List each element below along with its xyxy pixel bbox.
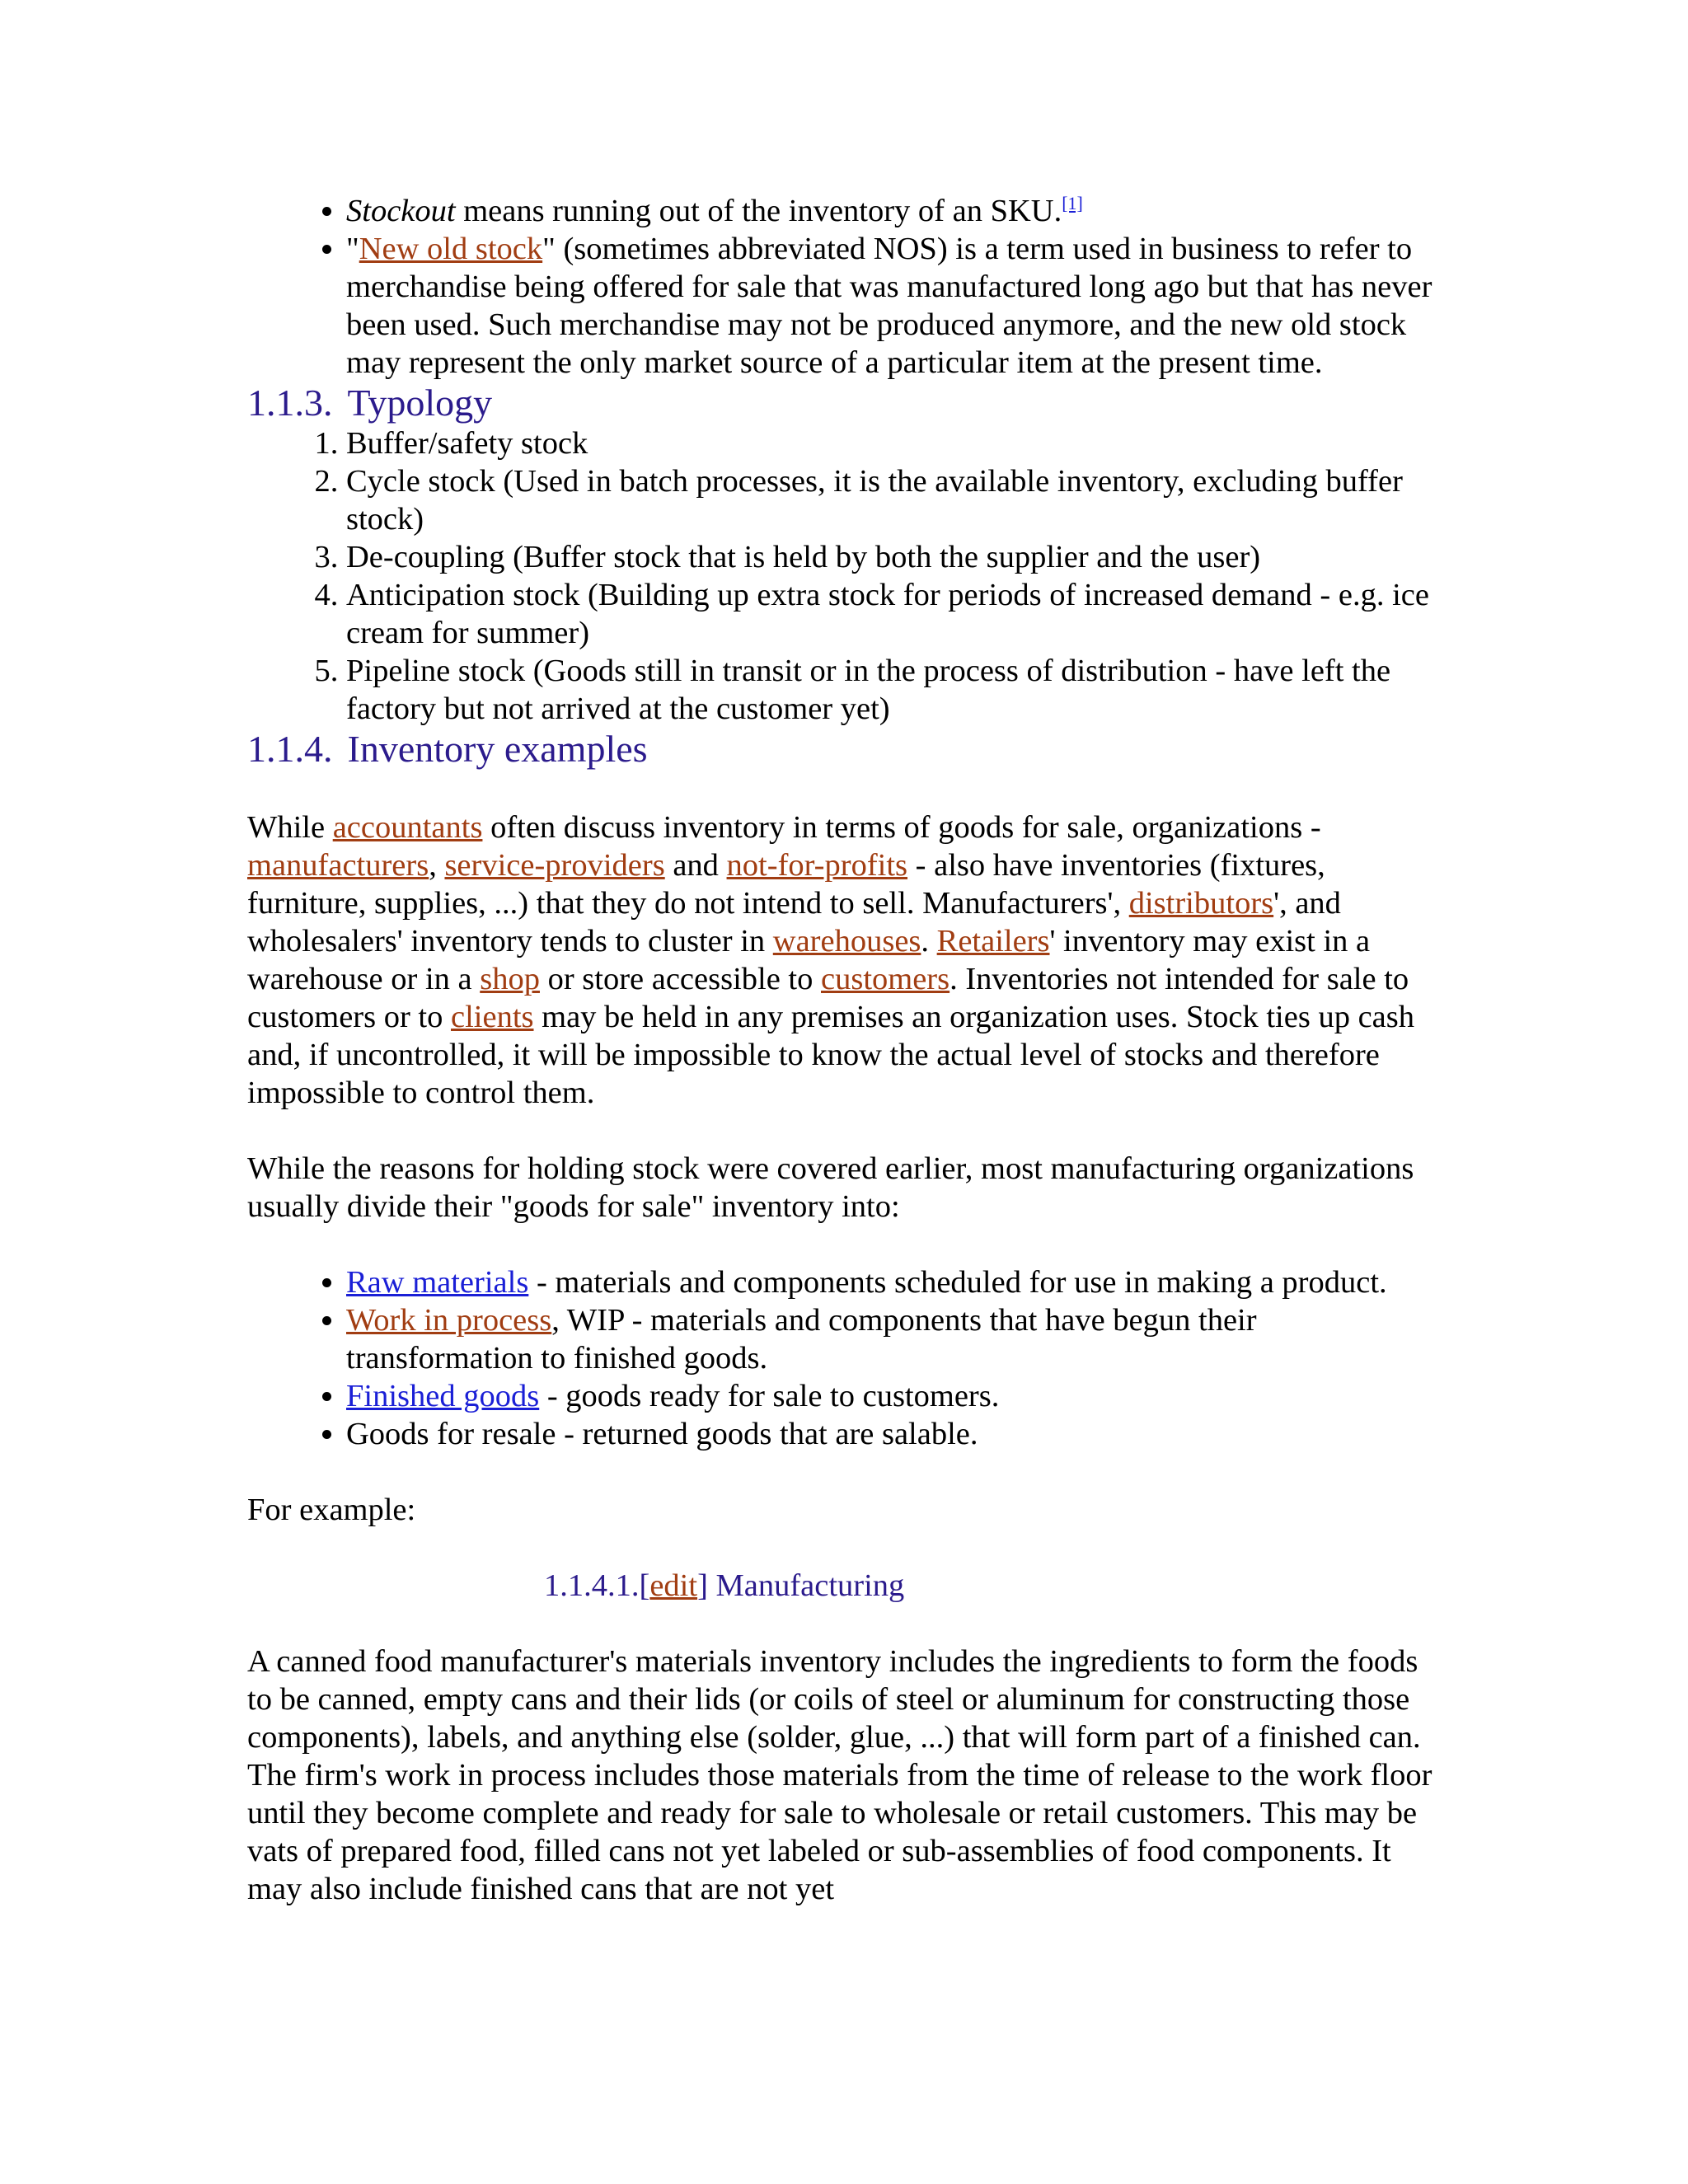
shop-link[interactable]: shop xyxy=(480,962,540,996)
text-run: and xyxy=(664,848,727,883)
list-item: 5. Pipeline stock (Goods still in transit or in the process of distribution - have left the factory but not arrived at the customer yet) xyxy=(346,652,1442,728)
list-item: 3. De-coupling (Buffer stock that is held by both the supplier and the user) xyxy=(346,538,1442,576)
work-in-process-text: , WIP - materials and components that have begun their transformation to finished goods. xyxy=(346,1303,1257,1376)
accountants-link[interactable]: accountants xyxy=(332,810,483,845)
finished-goods-link[interactable]: Finished goods xyxy=(346,1379,540,1413)
list-item-stockout xyxy=(346,192,1442,230)
distributors-link[interactable]: distributors xyxy=(1128,886,1274,921)
work-in-process-link[interactable]: Work in process xyxy=(346,1303,552,1338)
intro-list xyxy=(247,192,1442,382)
finished-goods-text: - goods ready for sale to customers. xyxy=(539,1379,1000,1413)
paragraph-reasons: While the reasons for holding stock were covered earlier, most manufacturing organizations usually divide their "goods for sale" inventory into: xyxy=(247,1151,1414,1224)
list-item-finished-goods xyxy=(346,1377,1442,1415)
text-run: ', and wholesalers' inventory tends to cluster in xyxy=(247,886,1341,958)
retailers-link[interactable]: Retailers xyxy=(936,924,1050,958)
raw-materials-link[interactable]: Raw materials xyxy=(346,1265,529,1300)
term-stockout: Stockout xyxy=(346,194,456,228)
list-item: 1. Buffer/safety stock xyxy=(346,424,1442,462)
spacer xyxy=(247,771,1442,808)
clients-link[interactable]: clients xyxy=(451,1000,534,1034)
not-for-profits-link[interactable]: not-for-profits xyxy=(726,848,908,883)
list-item: 2. Cycle stock (Used in batch processes, it is the available inventory, excluding buffer stock) xyxy=(346,462,1442,538)
list-item-new-old-stock xyxy=(346,230,1442,382)
text-run: . xyxy=(921,924,937,958)
paragraph-for-example: For example: xyxy=(247,1493,416,1527)
typology-number: 1.1.3. xyxy=(247,382,333,424)
list-item-work-in-process xyxy=(346,1301,1442,1377)
reference-link[interactable]: [1] xyxy=(1062,193,1083,214)
warehouses-link[interactable]: warehouses xyxy=(772,924,921,958)
manufacturing-number: 1.1.4.1. xyxy=(544,1568,640,1603)
document-content xyxy=(247,192,1442,1908)
spacer xyxy=(247,1112,1442,1150)
goods-list xyxy=(247,1263,1442,1453)
open-quote: " xyxy=(346,232,359,266)
text-run: - also have inventories (fixtures, furniture, supplies, ...) that they do not intend to sell. Manufacturers', xyxy=(247,848,1325,921)
typology-list xyxy=(247,424,1442,728)
text-run: , xyxy=(429,848,445,883)
list-item-raw-materials xyxy=(346,1263,1442,1301)
spacer xyxy=(247,1529,1442,1567)
raw-materials-text: - materials and components scheduled for use in making a product. xyxy=(528,1265,1387,1300)
open-bracket: [ xyxy=(639,1568,650,1603)
list-item: 4. Anticipation stock (Building up extra stock for periods of increased demand - e.g. ice cream for summer) xyxy=(346,576,1442,652)
new-old-stock-text: " (sometimes abbreviated NOS) is a term used in business to refer to merchandise being offered for sale that was manufactured long ago but that has never been used. Such merchandise may not be produced anymore, and the new old stock may represent the only market source of a particular item at the present time. xyxy=(346,232,1432,380)
spacer xyxy=(247,1226,1442,1263)
text-run: ' inventory may exist in a warehouse or in a xyxy=(247,924,1371,996)
examples-number: 1.1.4. xyxy=(247,728,333,770)
customers-link[interactable]: customers xyxy=(821,962,950,996)
stockout-text: means running out of the inventory of an SKU. xyxy=(455,194,1062,228)
paragraph-accountants xyxy=(247,808,1442,1112)
text-run: While xyxy=(247,810,333,845)
service-providers-link[interactable]: service-providers xyxy=(444,848,665,883)
typology-title: Typology xyxy=(347,382,493,424)
text-run: . Inventories not intended for sale to customers or to xyxy=(247,962,1409,1034)
spacer xyxy=(247,1605,1442,1643)
text-run: or store accessible to xyxy=(539,962,821,996)
spacer xyxy=(247,1453,1442,1491)
text-run: may be held in any premises an organization uses. Stock ties up cash and, if uncontrolled, it will be impossible to know the actual level of stocks and therefore impossible to control them. xyxy=(247,1000,1414,1110)
examples-title: Inventory examples xyxy=(347,728,648,770)
edit-link[interactable]: edit xyxy=(649,1568,698,1603)
typology-heading xyxy=(247,382,1442,424)
new-old-stock-link[interactable]: New old stock xyxy=(359,232,543,266)
paragraph-manufacturing: A canned food manufacturer's materials inventory includes the ingredients to form the foods to be canned, empty cans and their lids (or coils of steel or aluminum for constructing those components), labels, and anything else (solder, glue, ...) that will form part of a finished can. The firm's work in process includes those materials from the time of release to the work floor until they become complete and ready for sale to wholesale or retail customers. This may be vats of prepared food, filled cans not yet labeled or sub-assemblies of food components. It may also include finished cans that are not yet xyxy=(247,1644,1432,1906)
list-item-goods-for-resale: • Goods for resale - returned goods that are salable. xyxy=(346,1415,1442,1453)
inventory-examples-heading xyxy=(247,728,1442,771)
manufacturers-link[interactable]: manufacturers xyxy=(247,848,429,883)
manufacturing-title: Manufacturing xyxy=(707,1568,905,1603)
close-bracket: ] xyxy=(697,1568,708,1603)
manufacturing-heading xyxy=(247,1567,1442,1605)
text-run: often discuss inventory in terms of goods for sale, organizations - xyxy=(482,810,1321,845)
